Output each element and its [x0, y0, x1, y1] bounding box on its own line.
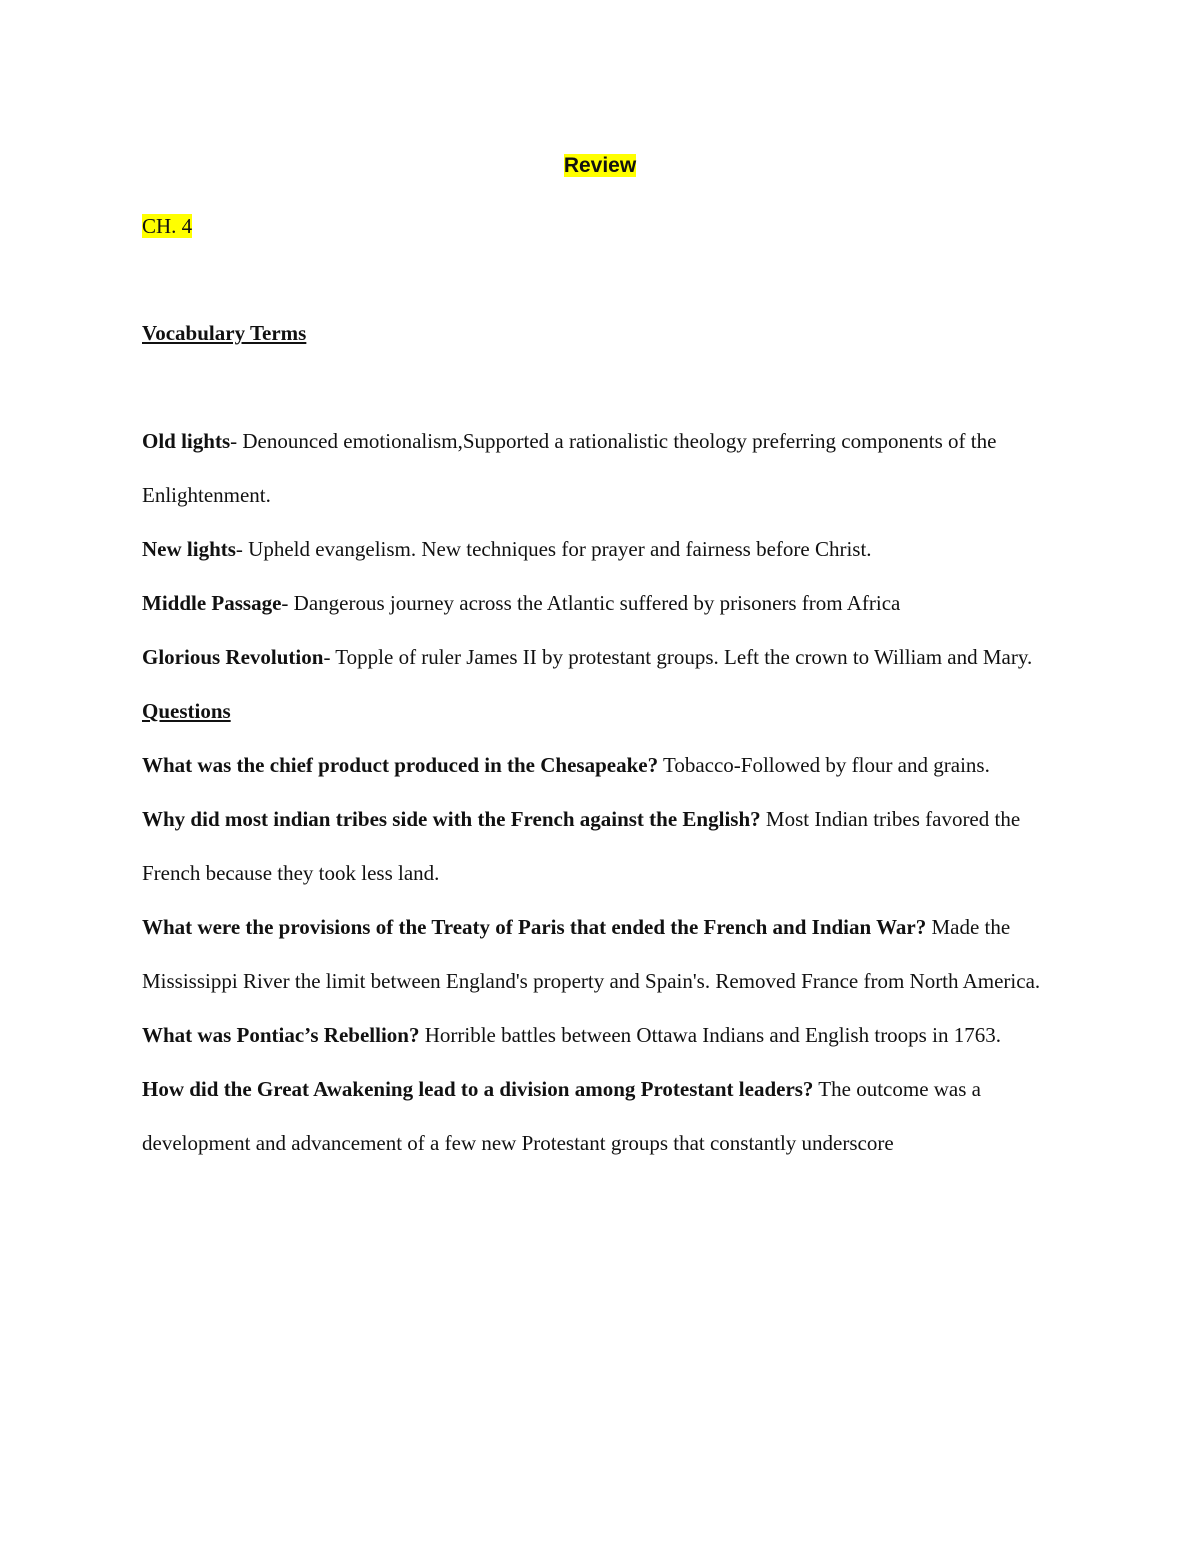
- vocab-term: Old lights: [142, 429, 231, 453]
- answer-text: Most Indian tribes favored the French because they took less land.: [142, 807, 1021, 885]
- question-item-chesapeake: [142, 738, 1062, 792]
- question-item-treaty-of-paris: [142, 900, 1062, 1008]
- chapter-label: [142, 212, 192, 240]
- vocabulary-heading: Vocabulary Terms: [142, 321, 307, 345]
- answer-text: Made the Mississippi River the limit between England's property and Spain's. Removed France from North America.: [142, 915, 1041, 993]
- vocab-entry-old-lights: [142, 414, 1062, 522]
- chapter-highlight: CH. 4: [142, 214, 193, 238]
- vocab-entry-glorious-revolution: [142, 630, 1062, 684]
- vocab-definition: - Upheld evangelism. New techniques for prayer and fairness before Christ.: [235, 537, 872, 561]
- vocab-entry-new-lights: [142, 522, 1062, 576]
- vocab-term: Glorious Revolution: [142, 645, 324, 669]
- answer-text: Tobacco-Followed by flour and grains.: [658, 753, 990, 777]
- question-text: What was the chief product produced in the Chesapeake?: [142, 753, 659, 777]
- title-highlight: Review: [563, 154, 637, 177]
- vocab-term: Middle Passage: [142, 591, 282, 615]
- question-text: What was Pontiac’s Rebellion?: [142, 1023, 420, 1047]
- question-text: Why did most indian tribes side with the French against the English?: [142, 807, 761, 831]
- page-title: [0, 152, 1200, 180]
- question-item-great-awakening: [142, 1062, 1062, 1170]
- body-content: [142, 414, 1062, 1170]
- answer-text: Horrible battles between Ottawa Indians and English troops in 1763.: [419, 1023, 1001, 1047]
- questions-heading: [142, 684, 1062, 738]
- vocab-term: New lights: [142, 537, 236, 561]
- answer-text: The outcome was a development and advancement of a few new Protestant groups that constantly underscore: [142, 1077, 981, 1155]
- question-item-pontiacs-rebellion: [142, 1008, 1062, 1062]
- vocab-definition: - Denounced emotionalism,Supported a rationalistic theology preferring components of the Enlightenment.: [142, 429, 997, 507]
- question-item-indian-tribes: [142, 792, 1062, 900]
- vocab-definition: - Dangerous journey across the Atlantic suffered by prisoners from Africa: [281, 591, 901, 615]
- question-text: What were the provisions of the Treaty of Paris that ended the French and Indian War?: [142, 915, 927, 939]
- questions-heading-label: Questions: [142, 699, 231, 723]
- question-text: How did the Great Awakening lead to a division among Protestant leaders?: [142, 1077, 814, 1101]
- vocab-definition: - Topple of ruler James II by protestant groups. Left the crown to William and Mary.: [323, 645, 1033, 669]
- vocab-entry-middle-passage: [142, 576, 1062, 630]
